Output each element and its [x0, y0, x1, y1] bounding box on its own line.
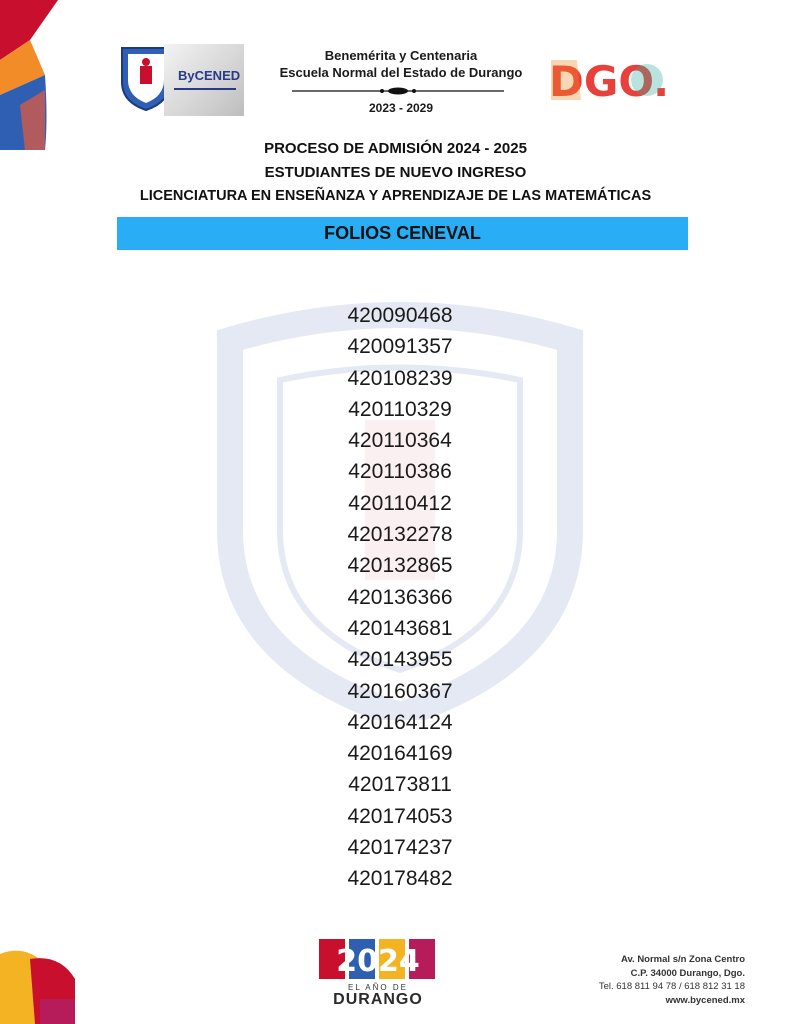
- banner-title: FOLIOS CENEVAL: [324, 223, 481, 243]
- folio-item: 420110386: [348, 460, 452, 484]
- folio-item: 420132278: [347, 523, 453, 547]
- address-street: Av. Normal s/n Zona Centro: [620, 954, 745, 965]
- address-city: C.P. 34000 Durango, Dgo.: [630, 967, 745, 979]
- decorative-corner-top-left: [0, 0, 70, 150]
- title-new-students: ESTUDIANTES DE NUEVO INGRESO: [264, 164, 527, 181]
- institution-name-line1: Benemérita y Centenaria: [324, 48, 478, 63]
- folio-item: 420136366: [347, 585, 453, 609]
- folio-item: 420178482: [347, 867, 453, 891]
- folio-item: 420174053: [347, 804, 453, 828]
- folio-item: 420174237: [347, 836, 453, 860]
- folio-item: 420160367: [347, 679, 453, 703]
- bycened-logo-box: [164, 44, 244, 116]
- logo-subtitle: EL AÑO DE: [348, 983, 408, 992]
- folio-item: 420090468: [347, 304, 453, 327]
- ornamental-divider: [292, 86, 504, 96]
- bycened-logo-text: ByCENED: [178, 68, 241, 83]
- title-degree-program: LICENCIATURA EN ENSEÑANZA Y APRENDIZAJE DE LAS MATEMÁTICAS: [139, 188, 652, 204]
- folio-item: 420110364: [348, 429, 452, 453]
- folio-item: 420132865: [347, 554, 453, 578]
- dgo-logo-text: DGO.: [549, 57, 670, 106]
- institution-name-line2: Escuela Normal del Estado de Durango: [279, 65, 523, 80]
- year-2024-logo: [315, 935, 441, 983]
- address-website: www.bycened.mx: [665, 994, 745, 1006]
- folio-item: 420164124: [347, 710, 453, 734]
- folio-item: 420164169: [347, 742, 453, 766]
- folio-item: 420110329: [348, 397, 452, 421]
- dgo-logo: [547, 54, 683, 106]
- durango-2024-logo: [315, 935, 441, 1011]
- folio-item: 420173811: [348, 773, 452, 797]
- logo-name: DURANGO: [333, 991, 423, 1008]
- section-banner: [117, 217, 688, 250]
- bycened-header-logo: [118, 42, 244, 118]
- folio-item: 420108239: [347, 366, 453, 390]
- institution-period: 2023 - 2029: [368, 101, 434, 115]
- decorative-corner-bottom-left: [0, 944, 75, 1024]
- folio-item: 420091357: [347, 335, 453, 359]
- year-2024-text: 2024: [336, 944, 420, 979]
- folio-item: 420143955: [347, 648, 453, 672]
- folio-item: 420110412: [348, 491, 452, 515]
- address-phone: Tel. 618 811 94 78 / 618 812 31 18: [598, 981, 745, 992]
- folio-list: [300, 300, 500, 895]
- folio-item: 420143681: [347, 616, 453, 640]
- title-admission-process: PROCESO DE ADMISIÓN 2024 - 2025: [264, 140, 527, 157]
- footer-address: [585, 953, 745, 1007]
